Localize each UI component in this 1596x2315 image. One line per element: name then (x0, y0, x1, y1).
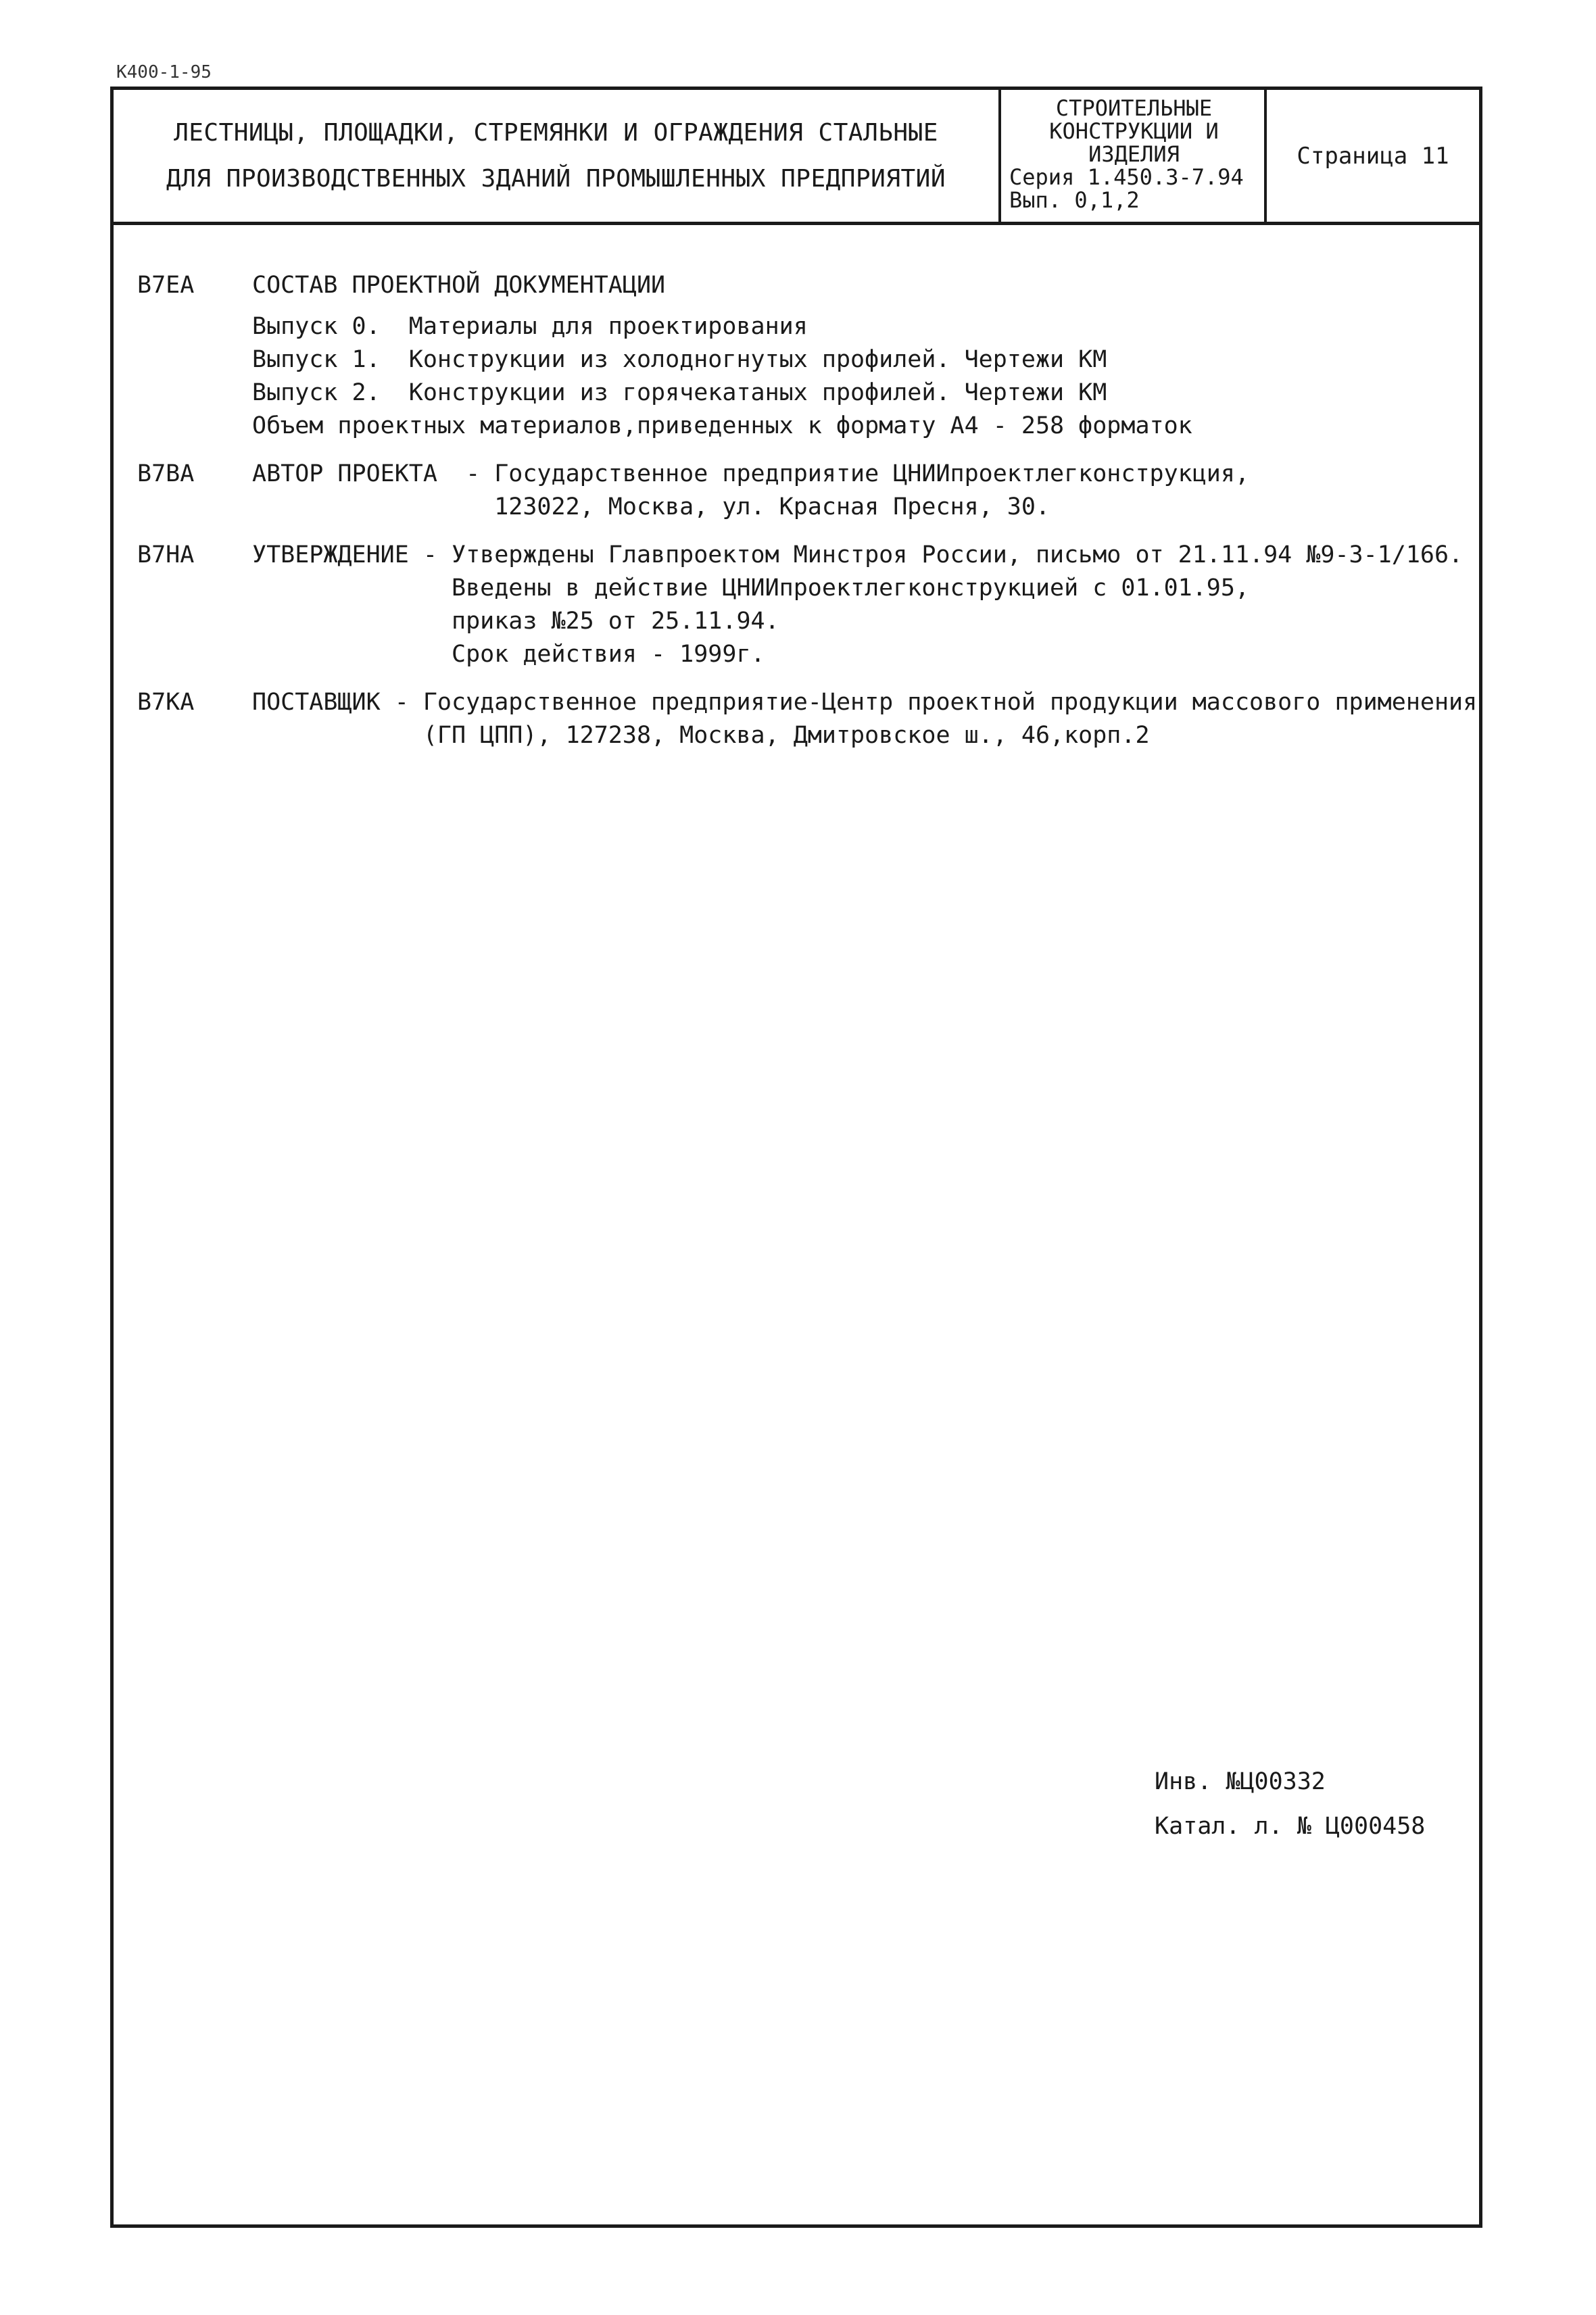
series-issues: Вып. 0,1,2 (1009, 187, 1140, 213)
author-address: 123022, Москва, ул. Красная Пресня, 30. (252, 493, 1050, 520)
title-line-1: ЛЕСТНИЦЫ, ПЛОЩАДКИ, СТРЕМЯНКИ И ОГРАЖДЕНИЯ СТАЛЬНЫЕ (174, 118, 938, 147)
title-block (114, 90, 1479, 225)
supplier-line: ПОСТАВЩИК - Государственное предприятие-Центр проектной продукции массового применения (252, 689, 1478, 716)
series-label-1: СТРОИТЕЛЬНЫЕ (1055, 95, 1213, 121)
approval-order: приказ №25 от 25.11.94. (252, 608, 779, 635)
issue-1: Выпуск 1. Конструкции из холодногнутых профилей. Чертежи КМ (252, 346, 1107, 373)
approval-validity: Срок действия - 1999г. (252, 641, 765, 668)
author-line: АВТОР ПРОЕКТА - Государственное предприятие ЦНИИпроектлегконструкция, (252, 460, 1250, 487)
volume-note: Объем проектных материалов,приведенных к формату А4 - 258 форматок (252, 412, 1192, 439)
section-composition (137, 269, 1459, 443)
section-code: В7КА (137, 689, 195, 716)
document-code: К400-1-95 (116, 62, 212, 82)
document-body (137, 269, 1478, 767)
inventory-block (1155, 1759, 1425, 1849)
section-heading: СОСТАВ ПРОЕКТНОЙ ДОКУМЕНТАЦИИ (252, 272, 666, 299)
section-supplier (137, 686, 1478, 752)
spacer (252, 302, 1459, 310)
issue-2: Выпуск 2. Конструкции из горячекатаных профилей. Чертежи КМ (252, 379, 1107, 406)
document-title (114, 90, 1001, 222)
section-code: В7НА (137, 541, 195, 568)
inventory-number: Инв. №Ц00332 (1155, 1768, 1326, 1795)
issue-0: Выпуск 0. Материалы для проектирования (252, 313, 808, 340)
approval-effective: Введены в действие ЦНИИпроектлегконструкцией с 01.01.95, (252, 575, 1250, 602)
section-approval (137, 539, 1464, 671)
series-number: Серия 1.450.3-7.94 (1009, 164, 1244, 190)
series-label-2: КОНСТРУКЦИИ И (1049, 118, 1219, 144)
approval-line: УТВЕРЖДЕНИЕ - Утверждены Главпроектом Минстроя России, письмо от 21.11.94 №9-3-1/166. (252, 541, 1464, 568)
section-author (137, 458, 1459, 524)
catalog-sheet-number: Катал. л. № Ц000458 (1155, 1813, 1426, 1840)
series-label-3: ИЗДЕЛИЯ (1088, 141, 1180, 167)
section-code: В7ВА (137, 460, 195, 487)
title-line-2: ДЛЯ ПРОИЗВОДСТВЕННЫХ ЗДАНИЙ ПРОМЫШЛЕННЫХ ПРЕДПРИЯТИЙ (166, 164, 946, 193)
series-box (1001, 90, 1267, 222)
supplier-address: (ГП ЦПП), 127238, Москва, Дмитровское ш., 46,корп.2 (252, 722, 1150, 749)
page-frame (110, 87, 1482, 2228)
page-number: Страница 11 (1297, 142, 1449, 170)
section-code: В7ЕА (137, 272, 195, 299)
